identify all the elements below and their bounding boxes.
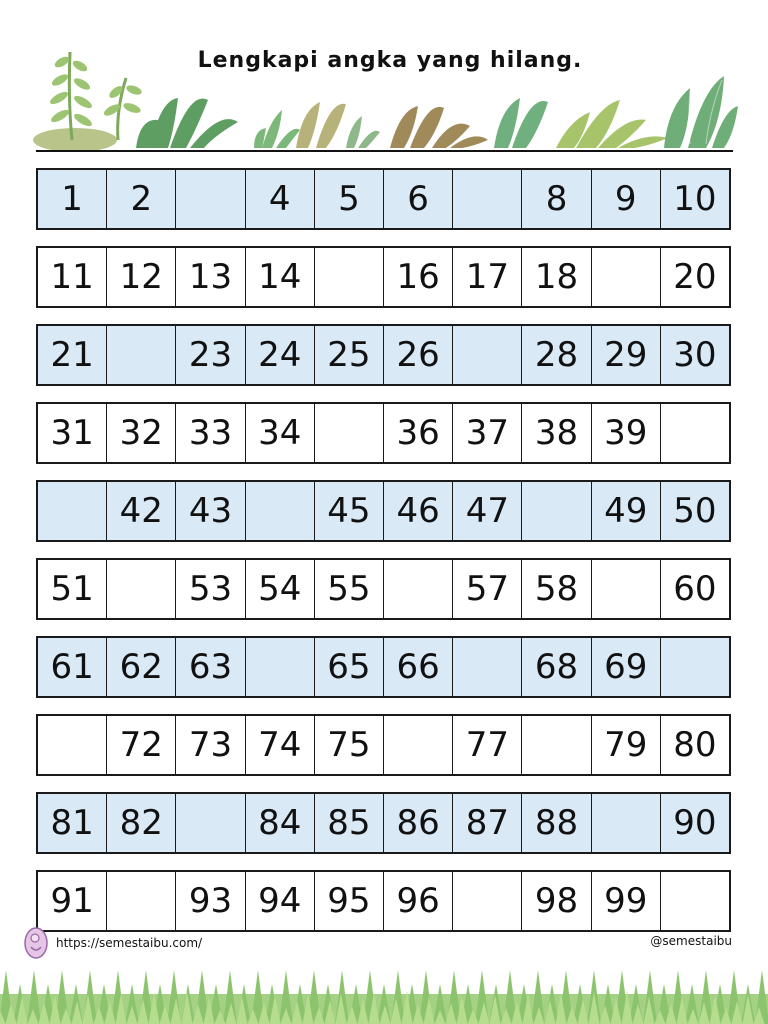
number-cell: 39 [592,404,661,462]
number-cell: 93 [176,872,245,930]
number-cell: 75 [315,716,384,774]
number-cell: 88 [522,794,591,852]
social-handle: @semestaibu [650,934,732,948]
number-cell: 28 [522,326,591,384]
blank-cell[interactable] [453,872,522,930]
number-cell: 61 [38,638,107,696]
blank-cell[interactable] [107,872,176,930]
grid-row [36,714,731,776]
number-cell: 96 [384,872,453,930]
blank-cell[interactable] [38,716,107,774]
grass-decoration [0,950,768,1024]
grid-row [36,792,731,854]
number-cell: 68 [522,638,591,696]
number-cell: 29 [592,326,661,384]
number-cell: 42 [107,482,176,540]
number-cell: 98 [522,872,591,930]
number-cell: 63 [176,638,245,696]
number-cell: 26 [384,326,453,384]
number-cell: 10 [673,179,717,219]
blank-cell[interactable] [592,560,661,618]
number-cell: 33 [176,404,245,462]
number-cell: 73 [176,716,245,774]
blank-cell[interactable] [246,638,315,696]
number-cell: 58 [522,560,591,618]
number-cell: 9 [592,170,661,228]
number-cell: 74 [246,716,315,774]
blank-cell[interactable] [661,872,729,930]
blank-cell[interactable] [592,248,661,306]
blank-cell[interactable] [107,560,176,618]
number-cell: 32 [107,404,176,462]
grid-row [36,870,731,932]
divider-line [36,150,733,152]
number-cell: 47 [453,482,522,540]
number-cell: 31 [38,404,107,462]
blank-cell[interactable] [315,248,384,306]
number-cell: 72 [107,716,176,774]
number-cell: 36 [384,404,453,462]
blank-cell[interactable] [246,482,315,540]
number-cell: 12 [107,248,176,306]
number-cell: 24 [246,326,315,384]
number-cell: 43 [176,482,245,540]
number-cell: 51 [38,560,107,618]
blank-cell[interactable] [38,482,107,540]
number-cell: 62 [107,638,176,696]
number-cell: 21 [38,326,107,384]
grid-row [36,480,731,542]
number-cell: 25 [315,326,384,384]
number-cell: 82 [107,794,176,852]
number-cell: 13 [176,248,245,306]
blank-cell[interactable] [384,560,453,618]
website-link[interactable]: https://semestaibu.com/ [56,936,203,950]
number-cell: 86 [384,794,453,852]
grid-row [36,168,731,230]
number-cell: 5 [315,170,384,228]
blank-cell[interactable] [661,404,729,462]
number-cell: 18 [522,248,591,306]
number-cell: 81 [38,794,107,852]
blank-cell[interactable] [522,482,591,540]
number-cell: 16 [384,248,453,306]
number-cell: 87 [453,794,522,852]
blank-cell[interactable] [592,794,661,852]
number-cell: 60 [673,569,717,609]
number-cell: 14 [246,248,315,306]
number-cell: 54 [246,560,315,618]
grid-row [36,558,731,620]
number-cell: 4 [246,170,315,228]
number-cell: 69 [592,638,661,696]
blank-cell[interactable] [453,326,522,384]
number-cell: 50 [673,491,717,531]
number-cell: 55 [315,560,384,618]
number-cell: 77 [453,716,522,774]
number-cell: 20 [673,257,717,297]
blank-cell[interactable] [176,794,245,852]
number-cell: 11 [38,248,107,306]
blank-cell[interactable] [522,716,591,774]
number-cell: 65 [315,638,384,696]
number-cell: 94 [246,872,315,930]
blank-cell[interactable] [384,716,453,774]
number-cell: 57 [453,560,522,618]
number-cell: 85 [315,794,384,852]
blank-cell[interactable] [661,638,729,696]
number-cell: 17 [453,248,522,306]
number-cell: 91 [38,872,107,930]
number-cell: 8 [522,170,591,228]
number-cell: 2 [107,170,176,228]
blank-cell[interactable] [176,170,245,228]
number-cell: 84 [246,794,315,852]
number-cell: 99 [592,872,661,930]
number-cell: 34 [246,404,315,462]
grid-row [36,636,731,698]
grid-row [36,324,731,386]
number-cell: 38 [522,404,591,462]
number-cell: 45 [315,482,384,540]
number-cell: 90 [673,803,717,843]
blank-cell[interactable] [453,170,522,228]
grid-row [36,402,731,464]
number-cell: 49 [592,482,661,540]
number-cell: 66 [384,638,453,696]
number-cell: 37 [453,404,522,462]
number-cell: 23 [176,326,245,384]
number-cell: 53 [176,560,245,618]
blank-cell[interactable] [453,638,522,696]
page-title: Lengkapi angka yang hilang. [197,48,583,73]
number-cell: 30 [673,335,717,375]
blank-cell[interactable] [315,404,384,462]
number-cell: 1 [38,170,107,228]
grid-row [36,246,731,308]
blank-cell[interactable] [107,326,176,384]
number-cell: 46 [384,482,453,540]
number-cell: 80 [673,725,717,765]
number-cell: 95 [315,872,384,930]
number-cell: 6 [384,170,453,228]
number-cell: 79 [592,716,661,774]
